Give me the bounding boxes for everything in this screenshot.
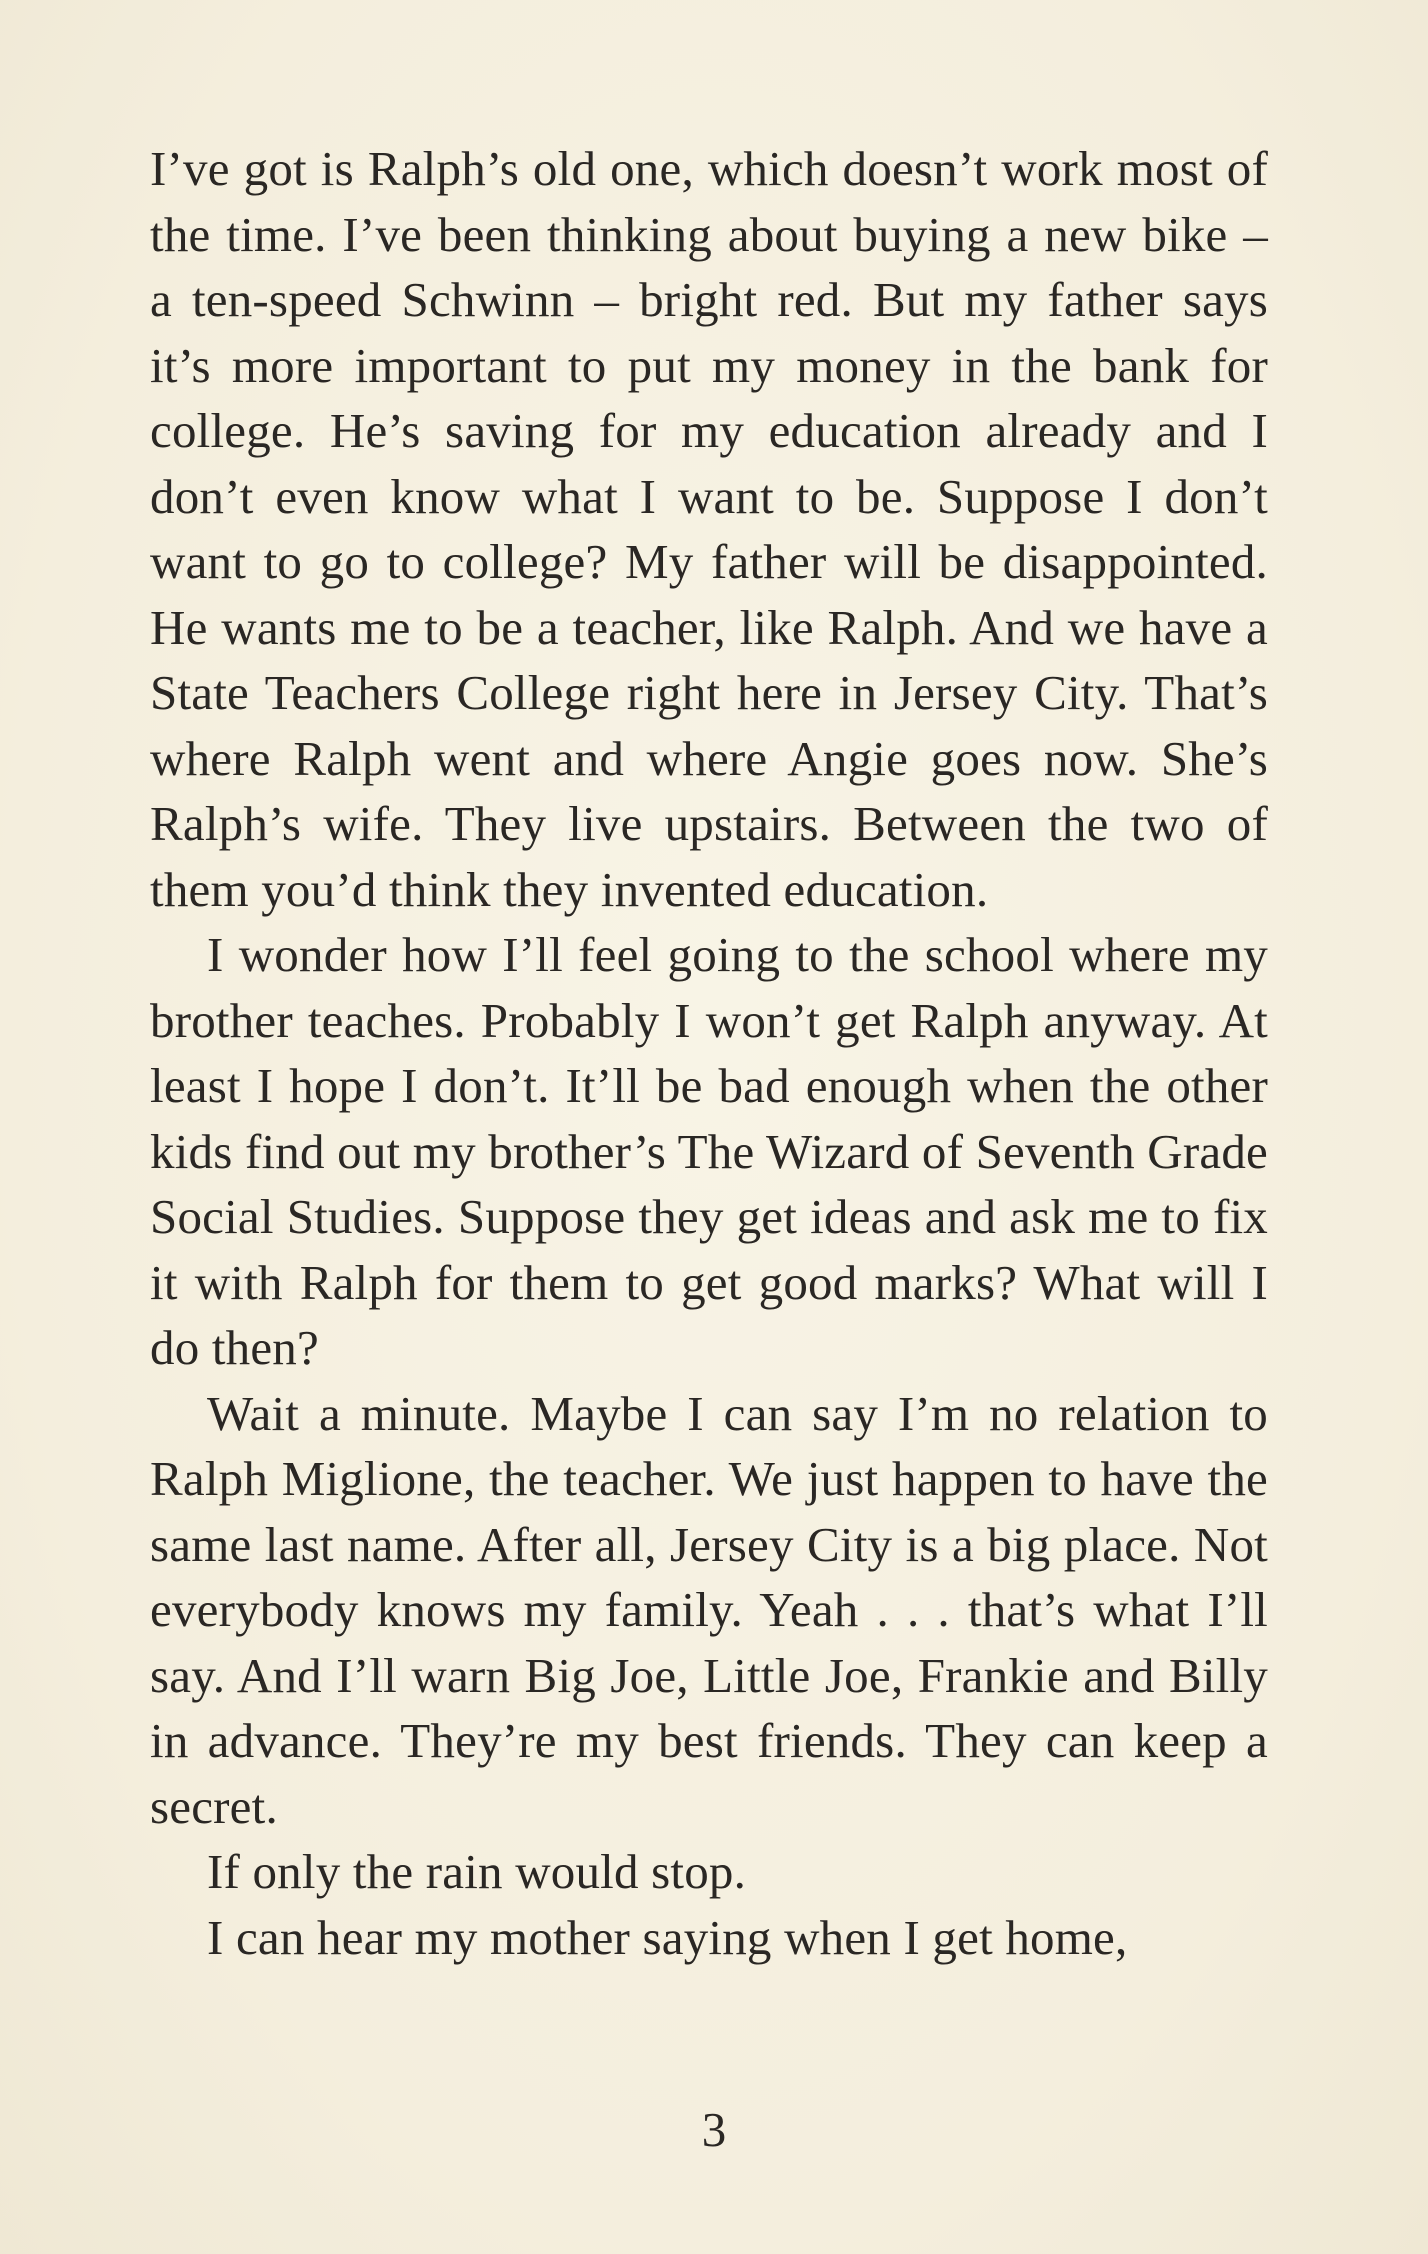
body-text	[150, 136, 1268, 1970]
page-number: 3	[701, 2102, 727, 2157]
paragraph: I wonder how I’ll feel going to the school where my brother teaches. Probably I won’t get Ralph anyway. At least I hope I don’t. It’ll be bad enough when the other kids find out my brother’s The Wizard of Seventh Grade Social Studies. Suppose they get ideas and ask me to fix it with Ralph for them to get good marks? What will I do then?	[150, 927, 1268, 1375]
paragraph: Wait a minute. Maybe I can say I’m no relation to Ralph Miglione, the teacher. We just happen to have the same last name. After all, Jersey City is a big place. Not everybody knows my family. Yeah . . . that’s what I’ll say. And I’ll warn Big Joe, Little Joe, Frankie and Billy in advance. They’re my best friends. They can keep a secret.	[150, 1385, 1268, 1834]
paragraph: I’ve got is Ralph’s old one, which doesn’t work most of the time. I’ve been thinking about buying a new bike – a ten-speed Schwinn – bright red. But my father says it’s more important to put my money in the bank for college. He’s saving for my education already and I don’t even know what I want to be. Suppose I don’t want to go to college? My father will be disappointed. He wants me to be a teacher, like Ralph. And we have a State Teachers College right here in Jersey City. That’s where Ralph went and where Angie goes now. She’s Ralph’s wife. They live upstairs. Between the two of them you’d think they invented education.	[150, 141, 1268, 917]
paragraph: I can hear my mother saying when I get home,	[207, 1909, 1128, 1965]
paragraph: If only the rain would stop.	[207, 1844, 747, 1899]
